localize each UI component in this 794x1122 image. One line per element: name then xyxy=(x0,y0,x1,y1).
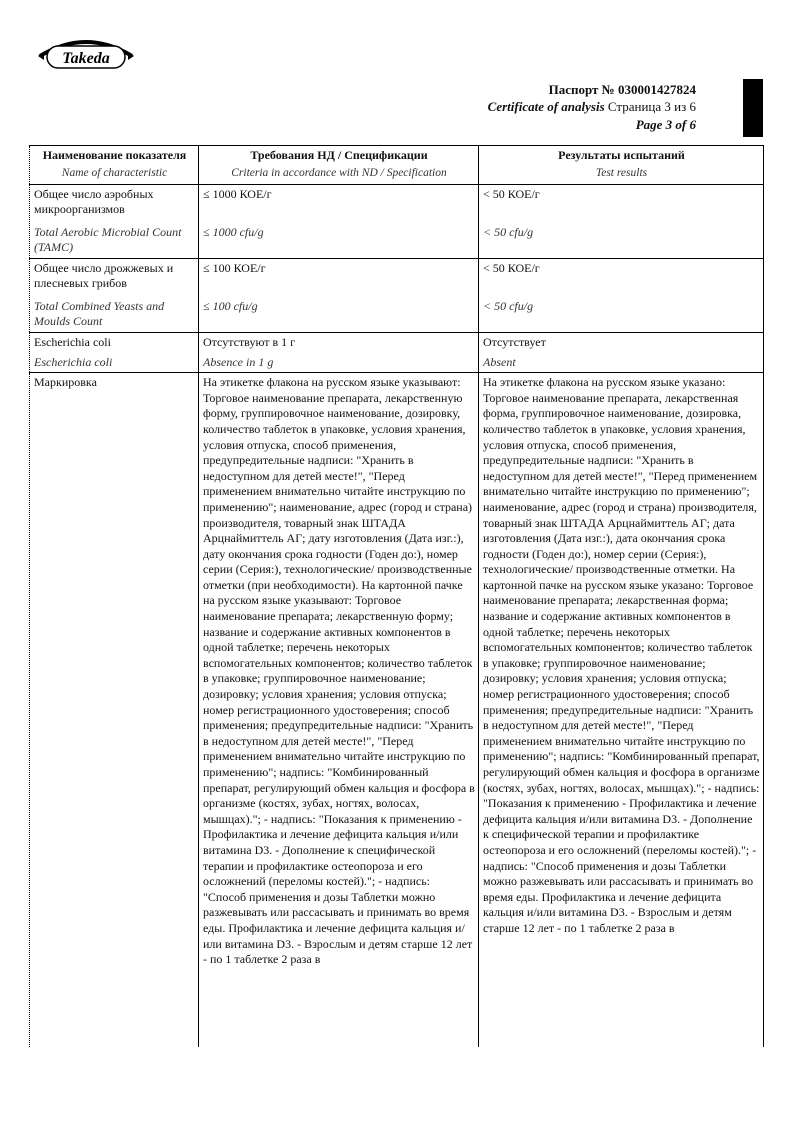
result-cell xyxy=(479,184,764,258)
characteristic-ru: Маркировка xyxy=(34,375,97,390)
characteristic-ru: Общее число дрожжевых и плесневых грибов xyxy=(34,260,174,291)
specification-cell xyxy=(199,373,479,1048)
page-number-en: Page 3 of 6 xyxy=(635,117,696,132)
takeda-logo xyxy=(36,34,136,76)
result-ru: < 50 КОЕ/г xyxy=(483,186,540,201)
passport-label: Паспорт № xyxy=(548,82,615,97)
specification-ru: ≤ 1000 КОЕ/г xyxy=(203,186,272,201)
result-text: На этикетке флакона на русском языке указано: Торговое наименование препарата, лекарственная форма, группировочное наименование, дозировка, количество таблеток в упаковке, условия хранения, условия отпуска, способ применения, предупредительные надписи: "Хранить в недоступном для детей месте!", "Перед применением внимательно читайте инструкцию по применению"; наименование, адрес (город и страна) производителя, товарный знак ШТАДА Арцнаймиттель АГ; дата изготовления (Дата изг.:), дата окончания срока годности (Годен до:), номер серии (Серия:), технологические/ производственные отметки. На картонной пачке на русском языке указано: Торговое наименование препарата; лекарственная форма; название и содержание активных компонентов в одной таблетке; перечень некоторых вспомогательных компонентов; количество таблеток в упаковке; группировочное наименование; дозировку; условия хранения; условия отпуска; номер регистрационного удостоверения; способ применения; предупредительные надписи: "Хранить в недоступном для детей месте!", "Перед применением внимательно читайте инструкцию по применению"; надпись: "Комбинированный препарат, регулирующий обмен кальция и фосфора в организме (костях, зубах, ногтях, волосах, мышцах)."; - надпись: "Показания к применению - Профилактика и лечение дефицита кальция и/или витамина D3. - Дополнение к специфической терапии и профилактике остеопороза и его осложнений (переломы костей)."; - надпись: "Способ применения и дозы Таблетки можно разжевывать или рассасывать и принимать во время еды. Профилактика и лечение дефицита кальция и/или витамина D3. - Взрослым и детям старше 12 лет - по 1 таблетке 2 раза в xyxy=(483,375,760,935)
column-header xyxy=(30,146,199,185)
column-header-ru: Результаты испытаний xyxy=(558,148,685,162)
table-row xyxy=(30,332,764,372)
specification-en: ≤ 1000 cfu/g xyxy=(203,224,264,239)
certificate-label: Certificate of analysis xyxy=(487,99,605,114)
characteristic-ru: Общее число аэробных микроорганизмов xyxy=(34,186,154,217)
passport-line xyxy=(549,81,696,98)
column-header-en: Test results xyxy=(595,167,648,179)
specification-cell xyxy=(199,258,479,332)
specification-ru: ≤ 100 КОЕ/г xyxy=(203,260,266,275)
result-ru: < 50 КОЕ/г xyxy=(483,260,540,275)
column-header-en: Criteria in accordance with ND / Specification xyxy=(231,167,447,179)
characteristic-cell xyxy=(30,184,199,258)
characteristic-cell xyxy=(30,373,199,1048)
column-header-en: Name of characteristic xyxy=(61,167,168,179)
result-ru: Отсутствует xyxy=(483,334,546,349)
table-row xyxy=(30,373,764,1048)
characteristic-en: Total Combined Yeasts and Moulds Count xyxy=(34,298,165,329)
black-marker-bar xyxy=(743,79,763,137)
characteristic-en: Escherichia coli xyxy=(34,354,113,369)
specification-cell xyxy=(199,184,479,258)
column-header xyxy=(479,146,764,185)
result-cell xyxy=(479,332,764,372)
page-number-ru: Страница 3 из 6 xyxy=(607,99,696,114)
column-header-ru: Наименование показателя xyxy=(42,148,187,162)
certificate-line xyxy=(488,98,696,115)
specification-text: На этикетке флакона на русском языке указывают: Торговое наименование препарата, лекарственную форму, группировочное наименование, дозировку, количество таблеток в упаковке, условия хранения, условия отпуска, способ применения, предупредительные надписи: "Хранить в недоступном для детей месте!", "Перед применением внимательно читайте инструкцию по применению"; наименование, адрес (город и страна) производителя, товарный знак ШТАДА Арцнаймиттель АГ; дату изготовления (Дата изг.:), дату окончания срока годности (Годен до:), номер серии (Серия:), технологические/ производственные отметки (при необходимости). На картонной пачке на русском языке указывают: Торговое наименование препарата; лекарственную форму; название и содержание активных компонентов в одной таблетке; перечень некоторых вспомогательных компонентов; количество таблеток в упаковке; группировочное наименование; дозировку; условия хранения; условия отпуска; номер регистрационного удостоверения; способ применения; предупредительные надписи: "Хранить в недоступном для детей месте!", "Перед применением внимательно читайте инструкцию по применению"; надпись: "Комбинированный препарат, регулирующий обмен кальция и фосфора в организме (костях, зубах, ногтях, волосах, мышцах)."; - надпись: "Показания к применению - Профилактика и лечение дефицита кальция и/или витамина D3. - Дополнение к специфической терапии и профилактике остеопороза и его осложнений (переломы костей)."; - надпись: "Способ применения и дозы Таблетки можно разжевывать или рассасывать и принимать во время еды. Профилактика и лечение дефицита кальция и/или витамина D3. - Взрослым и детям старше 12 лет - по 1 таблетке 2 раза в xyxy=(203,375,475,967)
result-cell xyxy=(479,258,764,332)
column-header-ru: Требования НД / Спецификации xyxy=(250,148,428,162)
characteristic-ru: Escherichia coli xyxy=(34,334,111,349)
certificate-table xyxy=(29,145,764,1047)
specification-ru: Отсутствуют в 1 г xyxy=(203,334,296,349)
logo-text: Takeda xyxy=(62,50,110,67)
passport-number: 030001427824 xyxy=(618,82,696,97)
characteristic-en: Total Aerobic Microbial Count (TAMC) xyxy=(34,224,182,255)
result-cell xyxy=(479,373,764,1048)
specification-en: ≤ 100 cfu/g xyxy=(203,298,258,313)
characteristic-cell xyxy=(30,258,199,332)
result-en: Absent xyxy=(483,354,516,369)
table-header-row xyxy=(30,146,764,185)
column-header xyxy=(199,146,479,185)
result-en: < 50 cfu/g xyxy=(483,224,534,239)
takeda-logo-icon xyxy=(36,34,136,76)
characteristic-cell xyxy=(30,332,199,372)
result-en: < 50 cfu/g xyxy=(483,298,534,313)
specification-en: Absence in 1 g xyxy=(203,354,274,369)
table-row xyxy=(30,258,764,332)
specification-cell xyxy=(199,332,479,372)
table-row xyxy=(30,184,764,258)
